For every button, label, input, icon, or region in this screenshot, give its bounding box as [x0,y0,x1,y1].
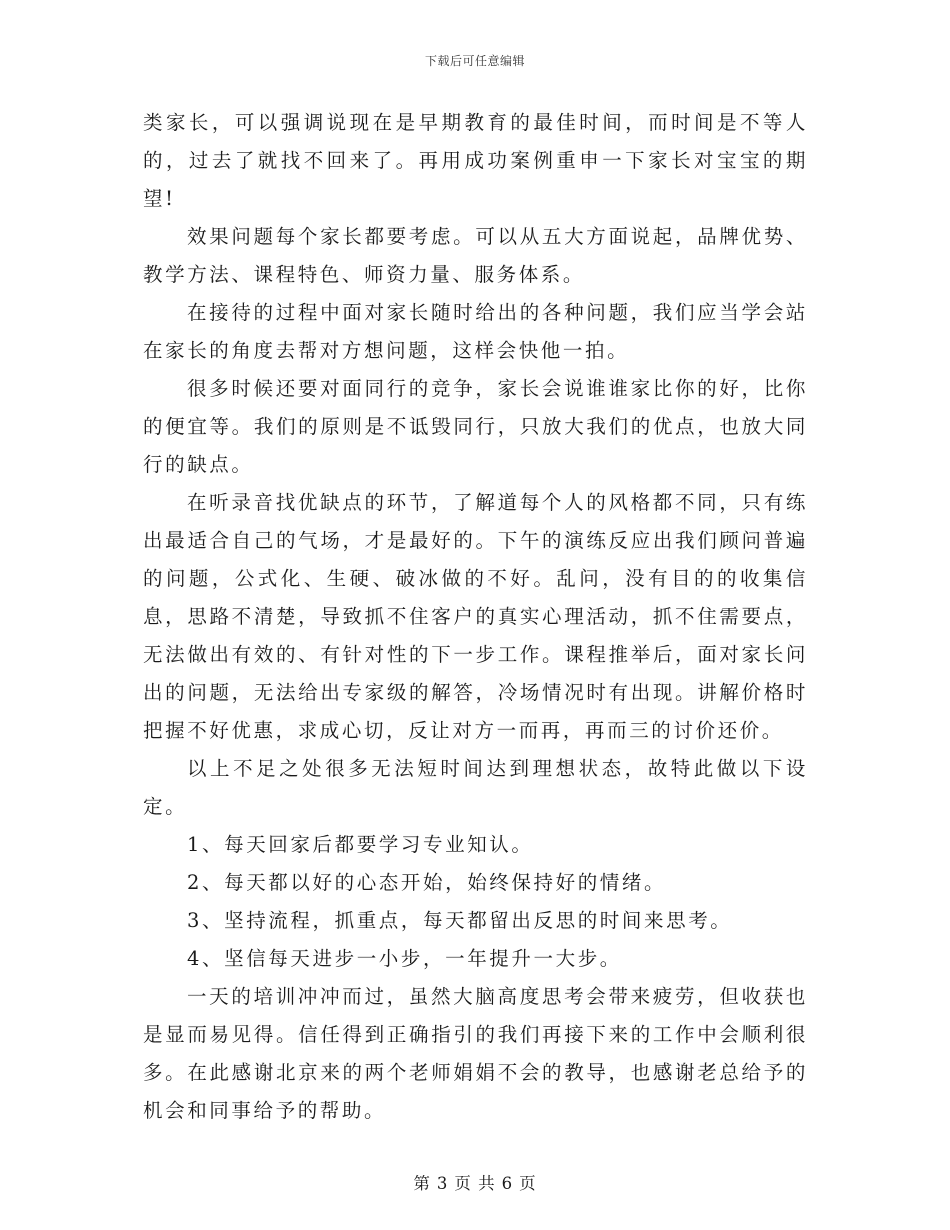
total-page-count: 6 [501,1174,514,1193]
paragraph-6: 以上不足之处很多无法短时间达到理想状态，故特此做以下设定。 [143,757,808,818]
list-item-4: 4、坚信每天进步一小步，一年提升一大步。 [187,947,622,970]
document-body [143,104,808,1130]
paragraph-2: 效果问题每个家长都要考虑。可以从五大方面说起，品牌优势、教学方法、课程特色、师资力量、服务体系。 [143,225,808,286]
paragraph-5: 在听录音找优缺点的环节，了解道每个人的风格都不同，只有练出最适合自己的气场，才是最好的。下午的演练反应出我们顾问普遍的问题，公式化、生硬、破冰做的不好。乱问，没有目的的收集信息，思路不清楚，导致抓不住客户的真实心理活动，抓不住需要点，无法做出有效的、有针对性的下一步工作。课程推举后，面对家长问出的问题，无法给出专家级的解答，冷场情况时有出现。讲解价格时把握不好优惠，求成心切，反让对方一而再，再而三的讨价还价。 [143,491,808,742]
list-item-3: 3、坚持流程，抓重点，每天都留出反思的时间来思考。 [187,909,733,932]
paragraph-1: 类家长，可以强调说现在是早期教育的最佳时间，而时间是不等人的，过去了就找不回来了。再用成功案例重申一下家长对宝宝的期望! [143,111,808,210]
paragraph-3: 在接待的过程中面对家长随时给出的各种问题，我们应当学会站在家长的角度去帮对方想问题，这样会快他一拍。 [143,301,808,362]
footer-suffix: 页 [519,1174,537,1193]
list-item-2: 2、每天都以好的心态开始，始终保持好的情绪。 [187,871,667,894]
page-footer [0,1170,950,1194]
paragraph-closing: 一天的培训冲冲而过，虽然大脑高度思考会带来疲劳，但收获也是显而易见得。信任得到正确指引的我们再接下来的工作中会顺利很多。在此感谢北京来的两个老师娟娟不会的教导，也感谢老总给予的机会和同事给予的帮助。 [143,985,808,1122]
paragraph-4: 很多时候还要对面同行的竞争，家长会说谁谁家比你的好，比你的便宜等。我们的原则是不诋毁同行，只放大我们的优点，也放大同行的缺点。 [143,377,808,476]
current-page-number: 3 [436,1174,449,1193]
footer-prefix: 第 [413,1174,431,1193]
page-header: 下载后可任意编辑 [424,54,525,68]
list-item-1: 1、每天回家后都要学习专业知认。 [187,833,534,856]
footer-middle: 页 共 [454,1174,496,1193]
